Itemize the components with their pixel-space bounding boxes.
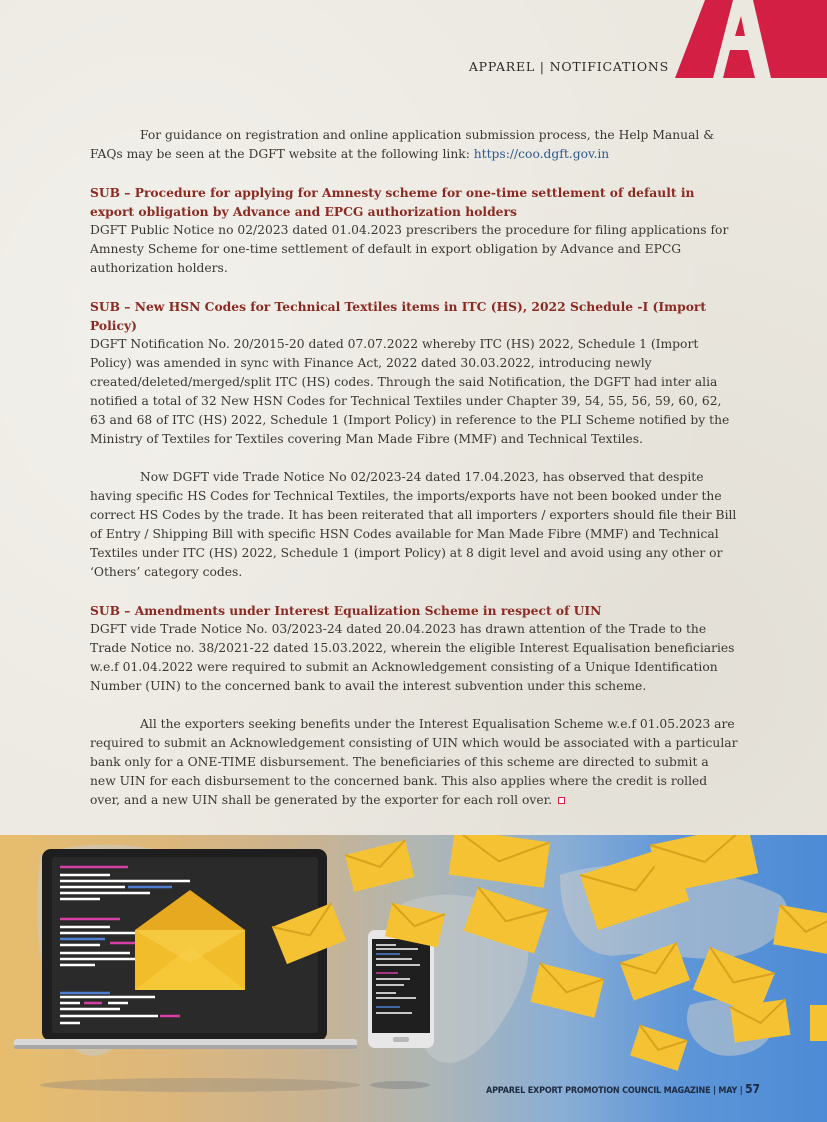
final-paragraph-text: All the exporters seeking benefits under the Interest Equalisation Scheme w.e.f 01.05.2023 are required to submit an Acknowledgement consisting of UIN which would be associated with a particular bank only for a ONE-TIME disbursement. The beneficiaries of this scheme are directed to submit a new UIN for each disbursement to the concerned bank. This also applies where the credit is rolled over, and a new UIN shall be generated by the exporter for each roll over.	[90, 717, 738, 807]
intro-text: For guidance on registration and online application submission process, the Help Manual & FAQs may be seen at the DGFT website at the following link:	[90, 128, 715, 161]
section-heading-hsn-codes: SUB – New HSN Codes for Technical Textiles items in ITC (HS), 2022 Schedule -I (Import Policy)	[90, 299, 707, 333]
section-heading-amnesty: SUB – Procedure for applying for Amnesty scheme for one-time settlement of default in export obligation by Advance and EPCG authorization holders	[90, 185, 695, 219]
email-illustration-art	[0, 835, 827, 1122]
section-paragraph: DGFT Notification No. 20/2015-20 dated 07.07.2022 whereby ITC (HS) 2022, Schedule 1 (Import Policy) was amended in sync with Finance Act, 2022 dated 30.03.2022, introducing newly created/deleted/merged/split ITC (HS) codes. Through the said Notification, the DGFT had inter alia notified a total of 32 New HSN Codes for Technical Textiles under Chapter 39, 54, 55, 56, 59, 60, 62, 63 and 68 of ITC (HS) 2022, Schedule 1 (Import Policy) in reference to the PLI Scheme notified by the Ministry of Textiles for Textiles covering Man Made Fibre (MMF) and Technical Textiles.	[90, 337, 730, 446]
email-illustration	[0, 835, 827, 1122]
article-body	[90, 126, 738, 810]
page-number: 57	[745, 1082, 760, 1096]
smartphone-icon	[368, 930, 434, 1048]
section-paragraph: DGFT Public Notice no 02/2023 dated 01.04.2023 prescribers the procedure for filing applications for Amnesty Scheme for one-time settlement of default in export obligation by Advance and EPCG authorization holders.	[90, 223, 729, 275]
section-label: APPAREL | NOTIFICATIONS	[468, 59, 669, 74]
section-paragraph: DGFT vide Trade Notice No. 03/2023-24 dated 20.04.2023 has drawn attention of the Trade to the Trade Notice no. 38/2021-22 dated 15.03.2022, wherein the eligible Interest Equalisation beneficiaries w.e.f 01.04.2022 were required to submit an Acknowledgement consisting of a Unique Identification Number (UIN) to the concerned bank to avail the interest subvention under this scheme.	[90, 622, 735, 693]
magazine-logo-a	[675, 0, 827, 78]
section-paragraph: Now DGFT vide Trade Notice No 02/2023-24 dated 17.04.2023, has observed that despite having specific HS Codes for Technical Textiles, the imports/exports have not been booked under the correct HS Codes by the trade. It has been reiterated that all importers / exporters should file their Bill of Entry / Shipping Bill with specific HSN Codes available for Man Made Fibre (MMF) and Technical Textiles under ITC (HS) 2022, Schedule 1 (import Policy) at 8 digit level and avoid using any other or ‘Others’ category codes.	[90, 470, 737, 579]
dgft-link[interactable]: https://coo.dgft.gov.in	[473, 147, 610, 161]
magazine-name: APPAREL EXPORT PROMOTION COUNCIL MAGAZINE | MAY |	[486, 1086, 743, 1096]
magazine-footer	[486, 1082, 760, 1096]
section-heading-interest-equalization: SUB – Amendments under Interest Equalization Scheme in respect of UIN	[90, 603, 602, 618]
intro-paragraph	[90, 126, 738, 164]
end-of-article-icon	[558, 797, 565, 804]
final-paragraph	[90, 715, 738, 810]
